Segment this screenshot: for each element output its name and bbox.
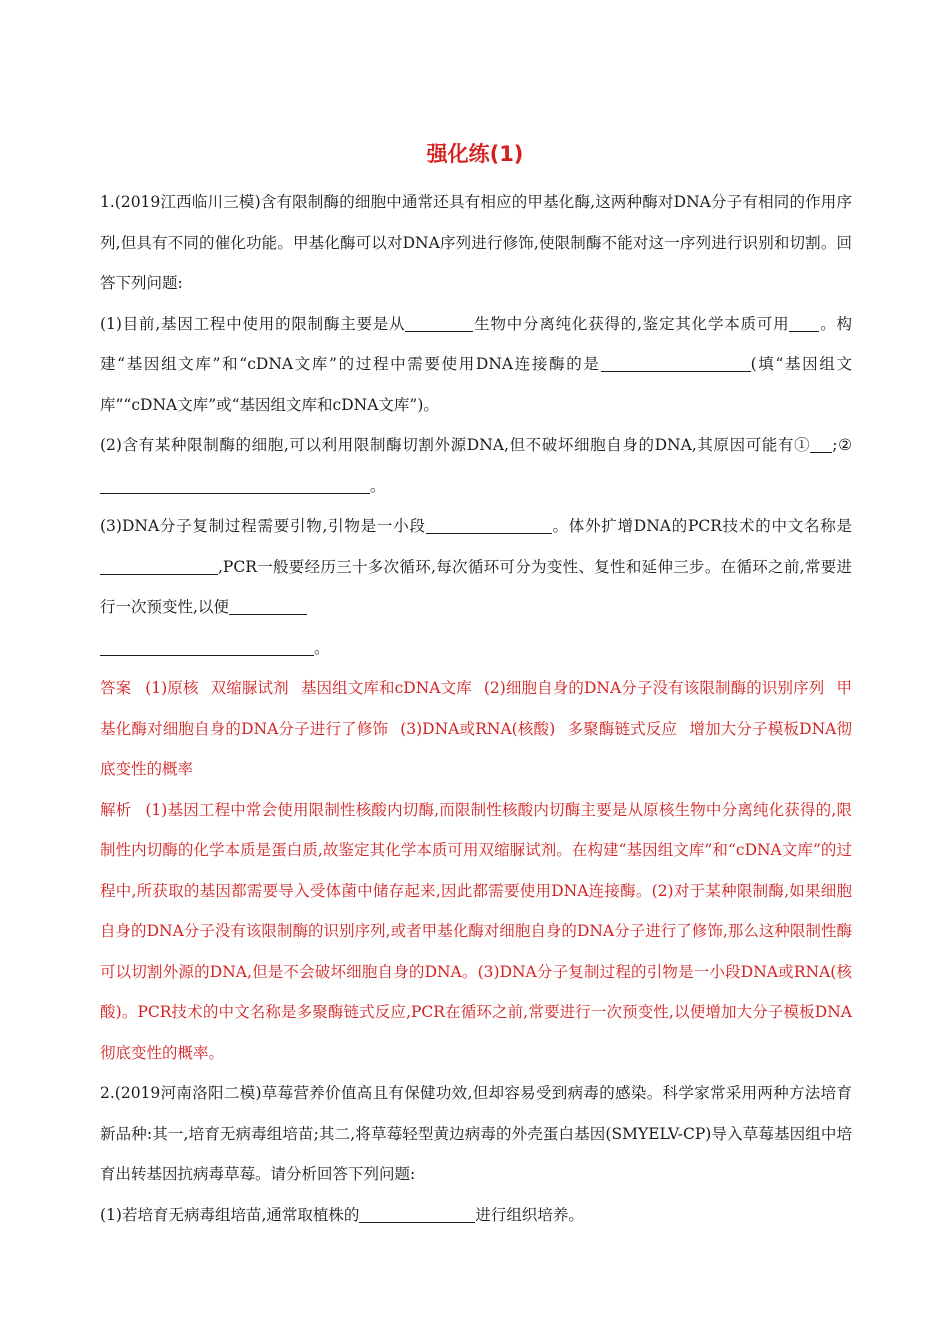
q2-part1-text-b: 进行组织培养。	[475, 1205, 584, 1224]
q2-stem: 2.(2019河南洛阳二模)草莓营养价值高且有保健功效,但却容易受到病毒的感染。科学家常采用两种方法培育新品种:其一,培育无病毒组培苗;其二,将草莓轻型黄边病毒的外壳蛋白基因(SMYELV-CP)导入草莓基因组中培育出转基因抗病毒草莓。请分析回答下列问题:	[100, 1084, 852, 1183]
answer-item: 双缩脲试剂	[210, 679, 289, 697]
answer-blank[interactable]	[359, 1206, 475, 1223]
q1-part2-text-a: (2)含有某种限制酶的细胞,可以利用限制酶切割外源DNA,但不破坏细胞自身的DNA,其原因可能有①	[100, 436, 811, 454]
answer-blank[interactable]	[100, 558, 218, 575]
answer-item: (2)细胞自身的DNA分子没有该限制酶的识别序列	[483, 679, 825, 697]
answer-blank[interactable]	[100, 477, 370, 494]
answer-item: (3)DNA或RNA(核酸)	[400, 719, 556, 738]
q1-part1-text-c: 。构建“基因组文库”和“cDNA文库”的过程中需要使用DNA连接酶的是	[100, 314, 852, 373]
page-title: 强化练(1)	[426, 142, 524, 166]
answer-blank[interactable]	[100, 639, 314, 656]
analysis-text: (1)基因工程中常会使用限制性核酸内切酶,而限制性核酸内切酶主要是从原核生物中分离纯化获得的,限制性内切酶的化学本质是蛋白质,故鉴定其化学本质可用双缩脲试剂。在构建“基因组文库”和“cDNA文库”的过程中,所获取的基因都需要导入受体菌中储存起来,因此都需要使用DNA连接酶。(2)对于某种限制酶,如果细胞自身的DNA分子没有该限制酶的识别序列,或者甲基化酶对细胞自身的DNA分子进行了修饰,那么这种限制性酶可以切割外源的DNA,但是不会破坏细胞自身的DNA。(3)DNA分子复制过程的引物是一小段DNA或RNA(核酸)。PCR技术的中文名称是多聚酶链式反应,PCR在循环之前,常要进行一次预变性,以便增加大分子模板DNA彻底变性的概率。	[100, 800, 852, 1062]
q1-part2-text-b: ;②	[832, 436, 852, 454]
answer-blank[interactable]	[601, 356, 751, 373]
q1-part3-text-d: 。	[314, 638, 330, 657]
q2-part1-text-a: (1)若培育无病毒组培苗,通常取植株的	[100, 1205, 360, 1224]
answer-section	[100, 668, 852, 790]
q1-part3-text-a: (3)DNA分子复制过程需要引物,引物是一小段	[100, 517, 426, 535]
answer-item: 甲基化酶对细胞自身的DNA分子进行了修饰	[100, 679, 852, 738]
q1-part2	[100, 425, 852, 506]
q1-part3-text-c: ,PCR一般要经历三十多次循环,每次循环可分为变性、复性和延伸三步。在循环之前,常要进行一次预变性,以便	[100, 557, 852, 616]
answer-item: (1)原核	[145, 679, 199, 697]
q1-part3	[100, 506, 852, 668]
answer-item: 多聚酶链式反应	[567, 719, 678, 738]
answer-blank[interactable]	[229, 599, 307, 616]
q1-stem: 1.(2019江西临川三模)含有限制酶的细胞中通常还具有相应的甲基化酶,这两种酶对DNA分子有相同的作用序列,但具有不同的催化功能。甲基化酶可以对DNA序列进行修饰,使限制酶不能对这一序列进行识别和切割。回答下列问题:	[100, 193, 852, 292]
answer-item: 增加大分子模板DNA彻底变性的概率	[100, 719, 853, 778]
question-content	[100, 182, 852, 1235]
answer-blank[interactable]	[789, 315, 819, 332]
analysis-label: 解析	[100, 800, 132, 819]
q1-part3-text-b: 。体外扩增DNA的PCR技术的中文名称是	[551, 517, 852, 535]
answer-blank[interactable]	[405, 315, 473, 332]
q1-part1-text-b: 生物中分离纯化获得的,鉴定其化学本质可用	[473, 314, 790, 333]
q1-part1-text-a: (1)目前,基因工程中使用的限制酶主要是从	[100, 314, 406, 333]
analysis-section	[100, 790, 852, 1074]
answer-item: 基因组文库和cDNA文库	[300, 679, 472, 697]
q1-part1-text-d: (填“基因组文库”“cDNA文库”或“基因组文库和cDNA文库”)。	[100, 355, 852, 414]
answer-blank[interactable]	[426, 518, 552, 535]
q1-part1	[100, 304, 852, 426]
answer-label: 答案	[100, 679, 132, 697]
q2-part1	[100, 1195, 852, 1236]
q1-part2-text-c: 。	[370, 476, 386, 495]
answer-blank[interactable]	[810, 437, 832, 454]
